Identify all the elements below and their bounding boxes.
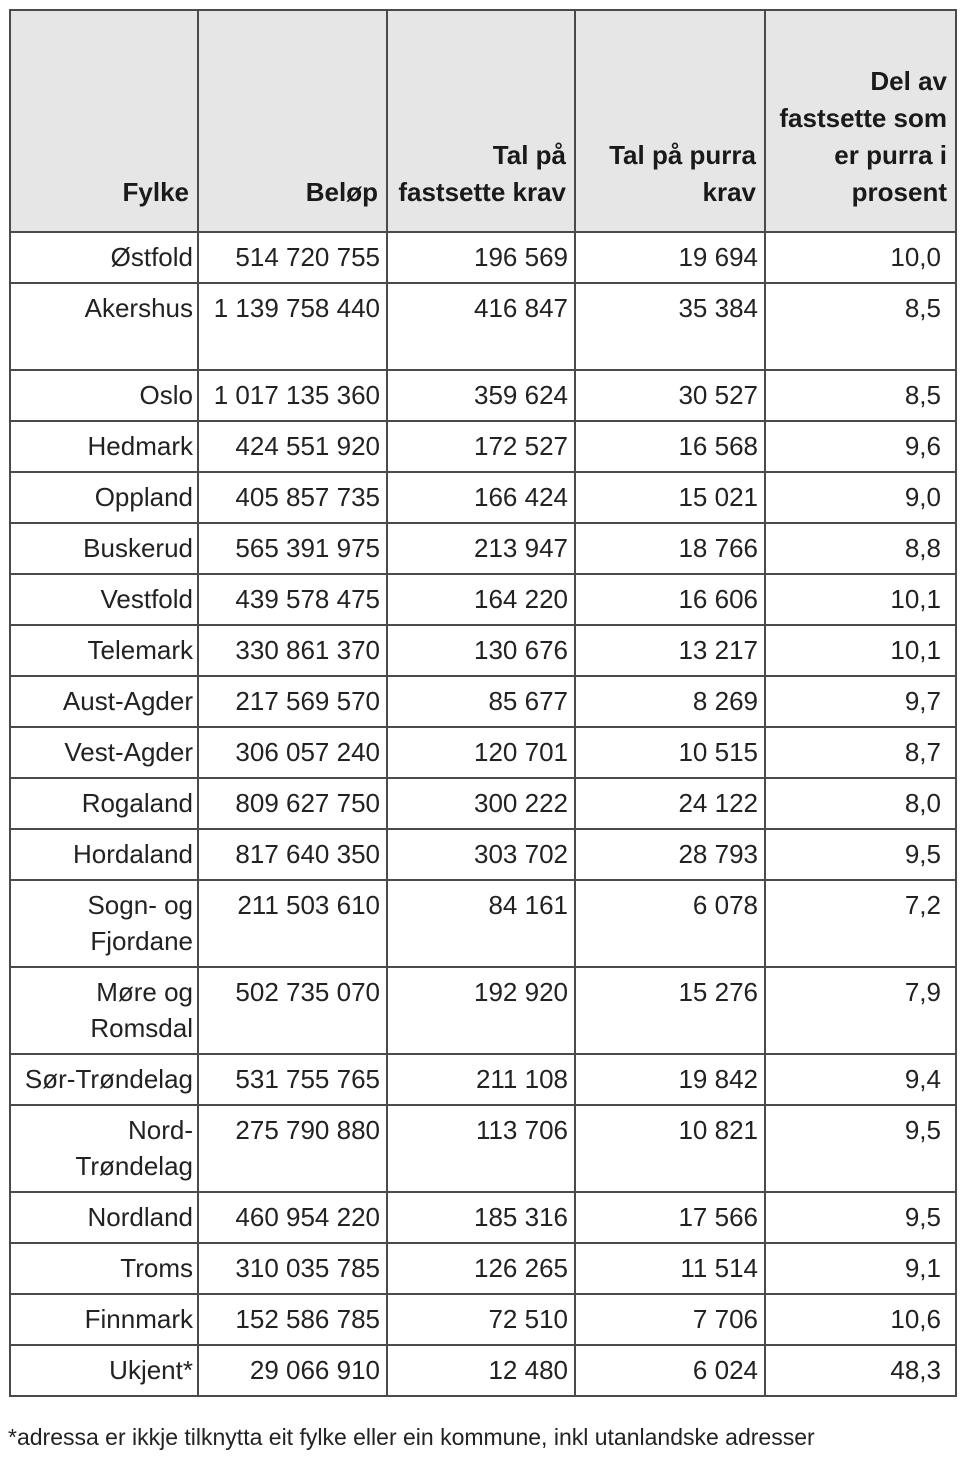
cell-purra-krav: 10 821: [575, 1105, 765, 1192]
cell-fastsette-krav: 126 265: [387, 1243, 575, 1294]
cell-fylke: Oslo: [10, 370, 198, 421]
cell-prosent: 9,5: [765, 829, 956, 880]
cell-fylke: Telemark: [10, 625, 198, 676]
cell-fylke: Troms: [10, 1243, 198, 1294]
table-row: [10, 574, 956, 625]
table-row: [10, 1243, 956, 1294]
cell-purra-krav: 6 078: [575, 880, 765, 967]
cell-belop: 29 066 910: [198, 1345, 387, 1396]
cell-purra-krav: 16 606: [575, 574, 765, 625]
cell-belop: 817 640 350: [198, 829, 387, 880]
cell-purra-krav: 30 527: [575, 370, 765, 421]
cell-prosent: 10,1: [765, 574, 956, 625]
cell-fylke: Aust-Agder: [10, 676, 198, 727]
cell-fastsette-krav: 130 676: [387, 625, 575, 676]
cell-purra-krav: 24 122: [575, 778, 765, 829]
cell-belop: 502 735 070: [198, 967, 387, 1054]
cell-prosent: 48,3: [765, 1345, 956, 1396]
table-row: [10, 421, 956, 472]
cell-prosent: 7,9: [765, 967, 956, 1054]
header-purra-krav: Tal på purra krav: [575, 10, 765, 232]
cell-purra-krav: 6 024: [575, 1345, 765, 1396]
cell-belop: 306 057 240: [198, 727, 387, 778]
cell-fylke: Akershus: [10, 283, 198, 370]
table-header: [10, 10, 956, 232]
cell-belop: 514 720 755: [198, 232, 387, 283]
cell-purra-krav: 15 021: [575, 472, 765, 523]
cell-prosent: 10,1: [765, 625, 956, 676]
cell-fastsette-krav: 300 222: [387, 778, 575, 829]
cell-fylke: Finnmark: [10, 1294, 198, 1345]
cell-fylke: Nordland: [10, 1192, 198, 1243]
table-row: [10, 232, 956, 283]
table-row: [10, 676, 956, 727]
table-row: [10, 1192, 956, 1243]
cell-purra-krav: 35 384: [575, 283, 765, 370]
cell-fylke: Oppland: [10, 472, 198, 523]
cell-belop: 531 755 765: [198, 1054, 387, 1105]
cell-purra-krav: 18 766: [575, 523, 765, 574]
cell-belop: 310 035 785: [198, 1243, 387, 1294]
cell-fastsette-krav: 211 108: [387, 1054, 575, 1105]
cell-prosent: 10,6: [765, 1294, 956, 1345]
table-row: [10, 1345, 956, 1396]
cell-fastsette-krav: 185 316: [387, 1192, 575, 1243]
cell-prosent: 9,0: [765, 472, 956, 523]
cell-fastsette-krav: 12 480: [387, 1345, 575, 1396]
cell-fastsette-krav: 120 701: [387, 727, 575, 778]
cell-prosent: 9,5: [765, 1105, 956, 1192]
cell-belop: 565 391 975: [198, 523, 387, 574]
table-row: [10, 370, 956, 421]
cell-belop: 439 578 475: [198, 574, 387, 625]
cell-belop: 217 569 570: [198, 676, 387, 727]
cell-fylke: Buskerud: [10, 523, 198, 574]
cell-fylke: Nord-Trøndelag: [10, 1105, 198, 1192]
cell-prosent: 9,7: [765, 676, 956, 727]
cell-fylke: Østfold: [10, 232, 198, 283]
cell-fastsette-krav: 72 510: [387, 1294, 575, 1345]
cell-purra-krav: 10 515: [575, 727, 765, 778]
cell-fastsette-krav: 113 706: [387, 1105, 575, 1192]
header-fastsette-krav: Tal på fastsette krav: [387, 10, 575, 232]
cell-purra-krav: 11 514: [575, 1243, 765, 1294]
cell-prosent: 9,6: [765, 421, 956, 472]
header-fylke: Fylke: [10, 10, 198, 232]
cell-purra-krav: 7 706: [575, 1294, 765, 1345]
cell-fylke: Sør-Trøndelag: [10, 1054, 198, 1105]
table-row: [10, 283, 956, 370]
header-prosent: Del av fastsette som er purra i prosent: [765, 10, 956, 232]
header-row: [10, 10, 956, 232]
cell-belop: 1 017 135 360: [198, 370, 387, 421]
cell-fylke: Hedmark: [10, 421, 198, 472]
cell-fylke: Hordaland: [10, 829, 198, 880]
footnote: *adressa er ikkje tilknytta eit fylke eller ein kommune, inkl utanlandske adresser: [8, 1424, 815, 1450]
table-body: [10, 232, 956, 1396]
table-row: [10, 625, 956, 676]
cell-fylke: Vestfold: [10, 574, 198, 625]
table-row: [10, 778, 956, 829]
cell-purra-krav: 19 694: [575, 232, 765, 283]
cell-fastsette-krav: 192 920: [387, 967, 575, 1054]
cell-belop: 809 627 750: [198, 778, 387, 829]
cell-belop: 330 861 370: [198, 625, 387, 676]
cell-purra-krav: 16 568: [575, 421, 765, 472]
cell-fastsette-krav: 164 220: [387, 574, 575, 625]
cell-purra-krav: 17 566: [575, 1192, 765, 1243]
cell-purra-krav: 15 276: [575, 967, 765, 1054]
cell-fylke: Ukjent*: [10, 1345, 198, 1396]
cell-belop: 275 790 880: [198, 1105, 387, 1192]
cell-fastsette-krav: 85 677: [387, 676, 575, 727]
cell-fastsette-krav: 303 702: [387, 829, 575, 880]
table-row: [10, 880, 956, 967]
cell-fylke: Møre og Romsdal: [10, 967, 198, 1054]
cell-fastsette-krav: 172 527: [387, 421, 575, 472]
cell-prosent: 8,8: [765, 523, 956, 574]
cell-prosent: 8,5: [765, 283, 956, 370]
county-claims-table: [9, 9, 957, 1397]
cell-fastsette-krav: 359 624: [387, 370, 575, 421]
cell-fylke: Rogaland: [10, 778, 198, 829]
cell-belop: 1 139 758 440: [198, 283, 387, 370]
cell-belop: 152 586 785: [198, 1294, 387, 1345]
cell-fastsette-krav: 416 847: [387, 283, 575, 370]
cell-prosent: 10,0: [765, 232, 956, 283]
cell-prosent: 9,4: [765, 1054, 956, 1105]
cell-purra-krav: 28 793: [575, 829, 765, 880]
cell-belop: 405 857 735: [198, 472, 387, 523]
cell-prosent: 7,2: [765, 880, 956, 967]
header-belop: Beløp: [198, 10, 387, 232]
table-row: [10, 727, 956, 778]
cell-prosent: 9,1: [765, 1243, 956, 1294]
cell-prosent: 8,5: [765, 370, 956, 421]
cell-fylke: Vest-Agder: [10, 727, 198, 778]
cell-belop: 460 954 220: [198, 1192, 387, 1243]
table-row: [10, 829, 956, 880]
table-row: [10, 523, 956, 574]
table-row: [10, 1105, 956, 1192]
cell-belop: 211 503 610: [198, 880, 387, 967]
table-row: [10, 472, 956, 523]
cell-fylke: Sogn- og Fjordane: [10, 880, 198, 967]
cell-fastsette-krav: 196 569: [387, 232, 575, 283]
cell-purra-krav: 8 269: [575, 676, 765, 727]
table-row: [10, 1294, 956, 1345]
cell-fastsette-krav: 213 947: [387, 523, 575, 574]
cell-prosent: 8,7: [765, 727, 956, 778]
cell-belop: 424 551 920: [198, 421, 387, 472]
cell-prosent: 9,5: [765, 1192, 956, 1243]
table-row: [10, 967, 956, 1054]
cell-purra-krav: 19 842: [575, 1054, 765, 1105]
table-row: [10, 1054, 956, 1105]
cell-prosent: 8,0: [765, 778, 956, 829]
cell-fastsette-krav: 166 424: [387, 472, 575, 523]
cell-purra-krav: 13 217: [575, 625, 765, 676]
cell-fastsette-krav: 84 161: [387, 880, 575, 967]
